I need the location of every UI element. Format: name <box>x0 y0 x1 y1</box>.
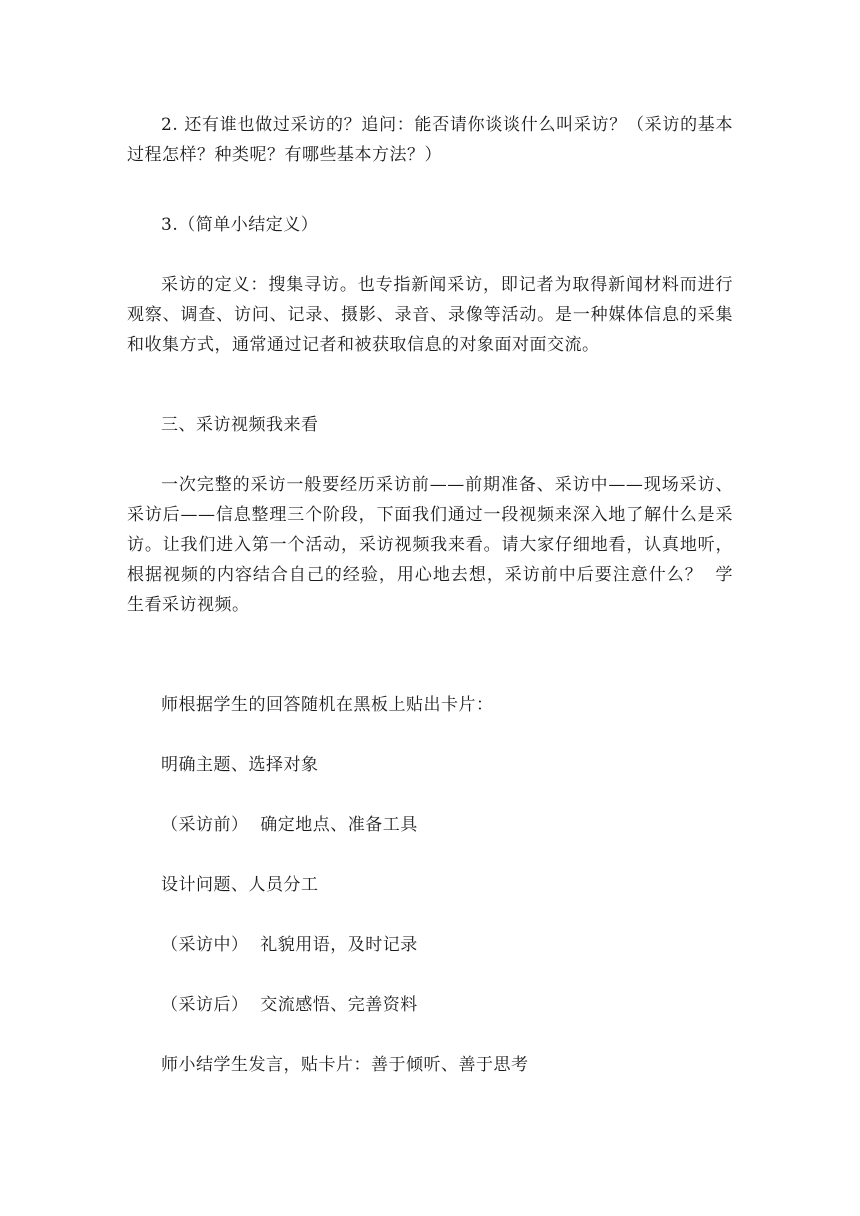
paragraph-definition: 采访的定义：搜集寻访。也专指新闻采访，即记者为取得新闻材料而进行观察、调查、访问、记录、摄影、录音、录像等活动。是一种媒体信息的采集和收集方式，通常通过记者和被获取信息的对象面对面交流。 <box>127 275 733 355</box>
paragraph-teacher-summary: 师小结学生发言，贴卡片：善于倾听、善于思考 <box>161 1055 529 1075</box>
section-heading-3: 三、采访视频我来看 <box>161 415 319 435</box>
paragraph-question-2: 2. 还有谁也做过采访的？追问：能否请你谈谈什么叫采访？（采访的基本过程怎样？种类呢？有哪些基本方法？） <box>127 115 733 165</box>
paragraph-item-3: 3.（简单小结定义） <box>161 215 319 235</box>
card-line-after: （采访后） 交流感悟、完善资料 <box>161 995 418 1015</box>
card-line-during: （采访中） 礼貌用语，及时记录 <box>161 935 418 955</box>
card-line-before: （采访前） 确定地点、准备工具 <box>161 815 418 835</box>
paragraph-video-intro: 一次完整的采访一般要经历采访前——前期准备、采访中——现场采访、采访后——信息整理三个阶段，下面我们通过一段视频来深入地了解什么是采访。让我们进入第一个活动，采访视频我来看。请大家仔细地看，认真地听，根据视频的内容结合自己的经验，用心地去想，采访前中后要注意什么？ 学生看采访视频。 <box>127 475 733 615</box>
card-line-1: 明确主题、选择对象 <box>161 755 319 775</box>
paragraph-cards-intro: 师根据学生的回答随机在黑板上贴出卡片： <box>161 695 494 715</box>
card-line-3: 设计问题、人员分工 <box>161 875 319 895</box>
